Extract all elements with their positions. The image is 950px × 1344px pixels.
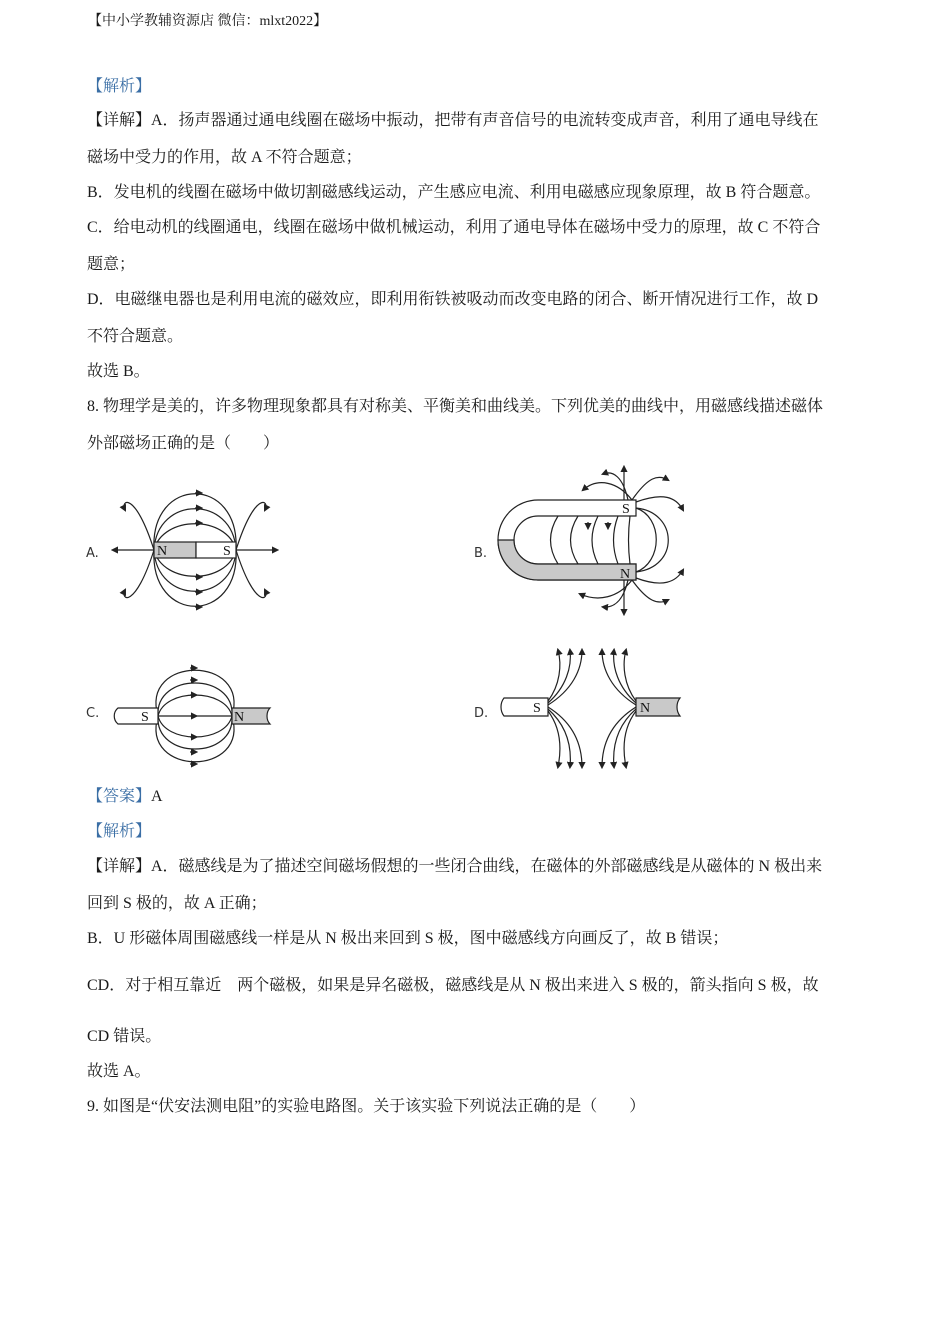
option-d-pole-n: N (640, 701, 651, 716)
q8-detail-a-line1: 【详解】A．磁感线是为了描述空间磁场假想的一些闭合曲线，在磁体的外部磁感线是从磁体的 N 极出来 (87, 858, 823, 875)
q8-answer-tag: 【答案】 (87, 788, 152, 805)
option-b-pole-s: S (622, 502, 630, 517)
option-c-pole-s: S (141, 710, 149, 725)
option-a-pole-n: N (157, 544, 168, 559)
q7-analysis-tag: 【解析】 (87, 78, 152, 95)
q7-detail-c-line2: 题意； (87, 256, 136, 273)
q7-detail-a-line1: 【详解】A．扬声器通过通电线圈在磁场中振动，把带有声音信号的电流转变成声音，利用了通电导线在 (87, 112, 819, 129)
option-a-figure (105, 480, 285, 620)
q7-detail-c-line1: C．给电动机的线圈通电，线圈在磁场中做机械运动，利用了通电导体在磁场中受力的原理，故 C 不符合 (87, 219, 821, 236)
q7-detail-d-line2: 不符合题意。 (87, 328, 184, 345)
option-c-pole-n: N (234, 710, 245, 725)
option-a-label: A. (86, 546, 99, 561)
q7-detail-b: B．发电机的线圈在磁场中做切割磁感线运动，产生感应电流、利用电磁感应现象原理，故 B 符合题意。 (87, 184, 821, 201)
option-d-pole-s: S (533, 701, 541, 716)
q7-detail-d-line1: D．电磁继电器也是利用电流的磁效应，即利用衔铁被吸动而改变电路的闭合、断开情况进行工作，故 D (87, 291, 819, 308)
option-c-field-lines (156, 668, 234, 764)
q8-answer: A (151, 788, 163, 805)
q7-detail-a-line2: 磁场中受力的作用，故 A 不符合题意； (87, 149, 362, 166)
option-c-label: C. (86, 706, 100, 721)
q8-stem-line2: 外部磁场正确的是（ ） (87, 435, 280, 452)
q7-choose: 故选 B。 (87, 363, 150, 380)
page-header: 【中小学教辅资源店 微信：mlxt2022】 (88, 14, 328, 29)
q8-choose: 故选 A。 (87, 1063, 151, 1080)
option-b-pole-n: N (620, 567, 631, 582)
q8-answer-row (87, 787, 163, 807)
q8-stem-line1: 8. 物理学是美的，许多物理现象都具有对称美、平衡美和曲线美。下列优美的曲线中，用磁感线描述磁体 (87, 398, 824, 415)
option-b-field-lines (551, 467, 684, 614)
option-a-pole-s: S (223, 544, 231, 559)
option-b-label: B. (474, 546, 488, 561)
option-d-label: D. (474, 706, 489, 721)
q8-detail-b: B．U 形磁体周围磁感线一样是从 N 极出来回到 S 极，图中磁感线方向画反了，故 B 错误； (87, 930, 729, 947)
q8-detail-cd-line1: CD．对于相互靠近 两个磁极，如果是异名磁极，磁感线是从 N 极出来进入 S 极的，箭头指向 S 极，故 (87, 977, 819, 994)
option-d-magnet-s (501, 698, 548, 716)
option-d-field-lines (548, 650, 636, 767)
q8-detail-cd-line2: CD 错误。 (87, 1028, 162, 1045)
option-d-figure (500, 645, 690, 775)
q8-detail-a-line2: 回到 S 极的，故 A 正确； (87, 895, 267, 912)
q9-stem: 9. 如图是“伏安法测电阻”的实验电路图。关于该实验下列说法正确的是（ ） (87, 1098, 646, 1115)
option-c-figure (110, 660, 285, 775)
q8-analysis-tag: 【解析】 (87, 823, 152, 840)
option-b-figure (498, 462, 698, 617)
option-c-magnet-s (114, 708, 158, 724)
option-b-u-magnet-n-side (498, 540, 636, 580)
